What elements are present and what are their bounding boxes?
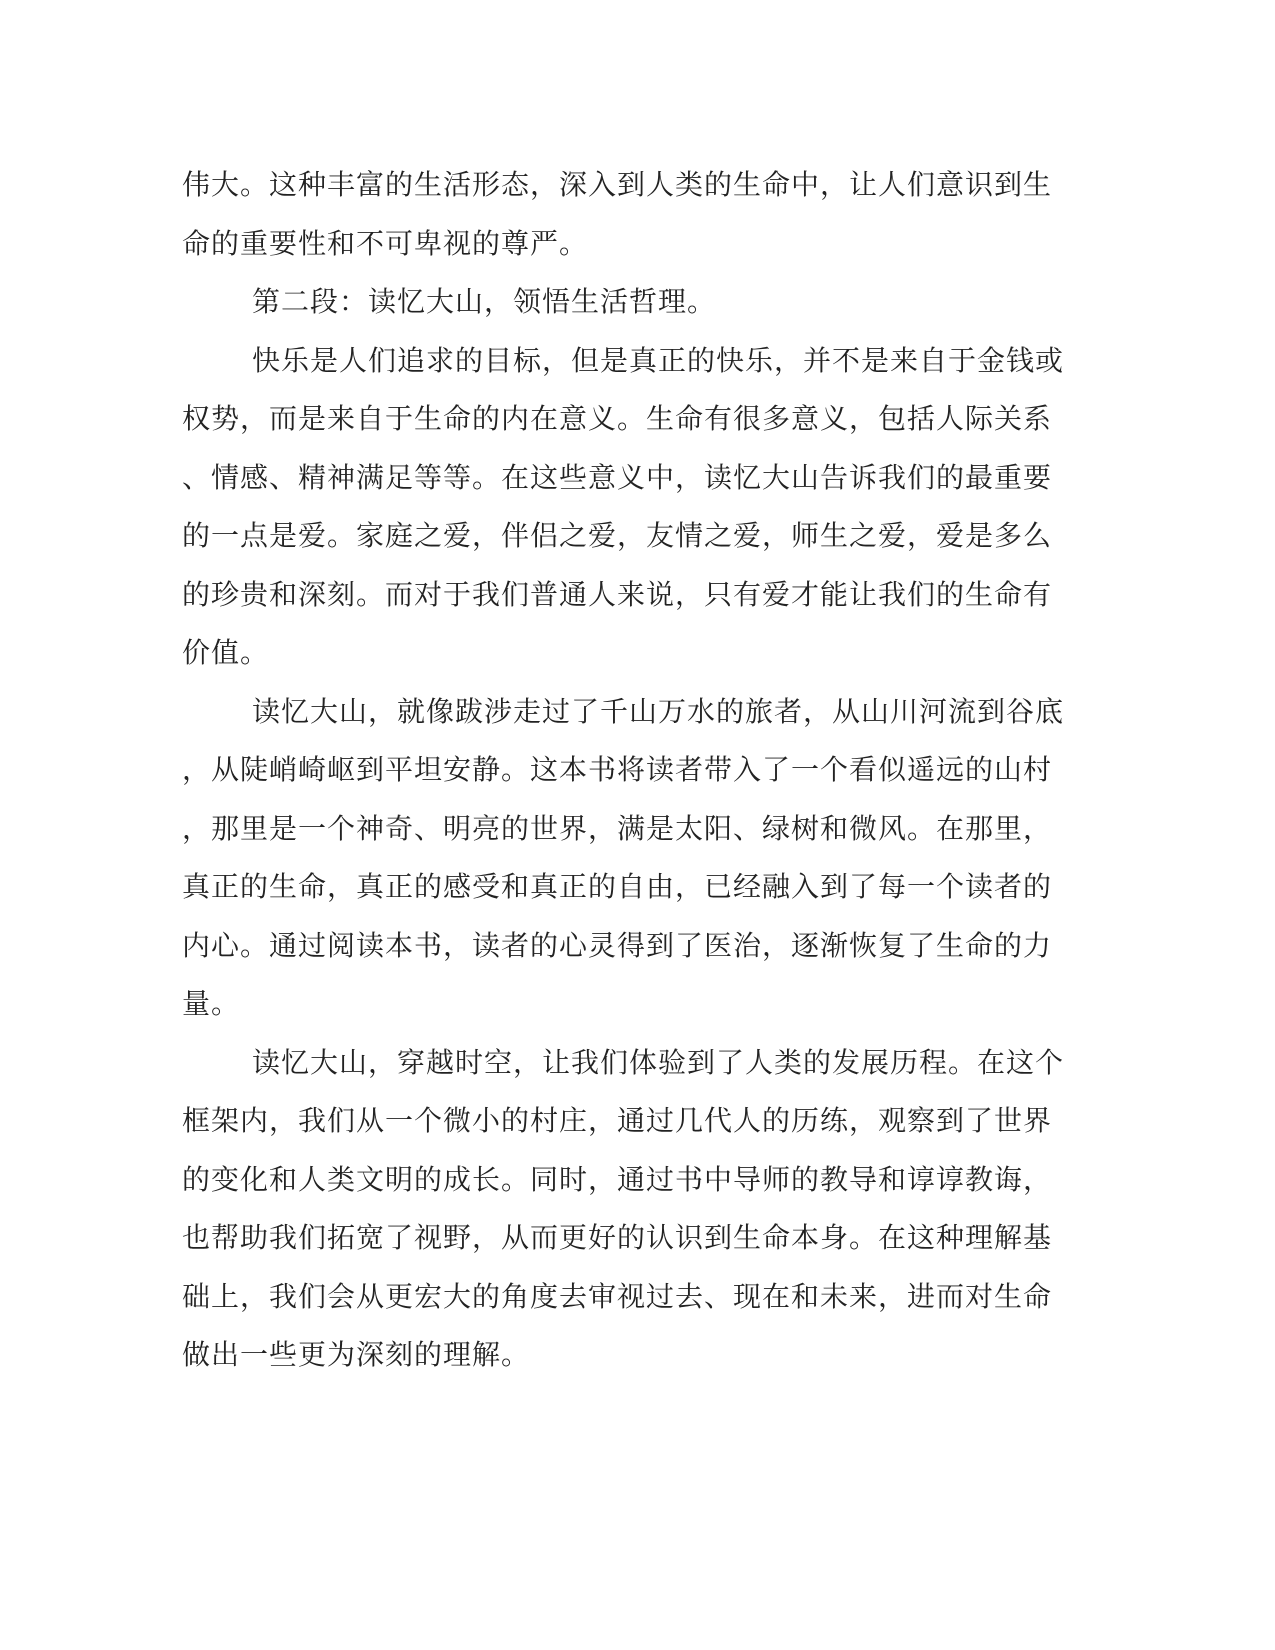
- text-line: ，那里是一个神奇、明亮的世界，满是太阳、绿树和微风。在那里，: [182, 811, 1053, 845]
- text-line: 也帮助我们拓宽了视野，从而更好的认识到生命本身。在这种理解基: [182, 1221, 1053, 1254]
- text-line: 读忆大山，就像跋涉走过了千山万水的旅者，从山川河流到谷底: [252, 694, 1065, 728]
- text-line: 的珍贵和深刻。而对于我们普通人来说，只有爱才能让我们的生命有: [182, 577, 1053, 611]
- text-line: 价值。: [182, 636, 270, 669]
- text-line: 伟大。这种丰富的生活形态，深入到人类的生命中，让人们意识到生: [182, 168, 1053, 201]
- text-line: 快乐是人们追求的目标，但是真正的快乐，并不是来自于金钱或: [252, 343, 1065, 377]
- text-line: 础上，我们会从更宏大的角度去审视过去、现在和未来，进而对生命: [182, 1279, 1053, 1313]
- text-line: 、情感、精神满足等等。在这些意义中，读忆大山告诉我们的最重要: [182, 460, 1053, 494]
- text-line: 命的重要性和不可卑视的尊严。: [182, 226, 589, 260]
- text-line: 权势，而是来自于生命的内在意义。生命有很多意义，包括人际关系: [182, 402, 1053, 435]
- section-heading: 第二段：读忆大山，领悟生活哲理。: [252, 285, 717, 318]
- text-line: 读忆大山，穿越时空，让我们体验到了人类的发展历程。在这个: [252, 1045, 1065, 1079]
- text-line: 量。: [182, 987, 241, 1020]
- text-line: 真正的生命，真正的感受和真正的自由，已经融入到了每一个读者的: [182, 870, 1053, 903]
- text-line: ，从陡峭崎岖到平坦安静。这本书将读者带入了一个看似遥远的山村: [182, 753, 1053, 786]
- text-line: 做出一些更为深刻的理解。: [182, 1338, 531, 1371]
- text-line: 框架内，我们从一个微小的村庄，通过几代人的历练，观察到了世界: [182, 1104, 1053, 1137]
- text-line: 的变化和人类文明的成长。同时，通过书中导师的教导和谆谆教诲，: [182, 1162, 1053, 1196]
- text-line: 的一点是爱。家庭之爱，伴侣之爱，友情之爱，师生之爱，爱是多么: [182, 519, 1053, 552]
- text-line: 内心。通过阅读本书，读者的心灵得到了医治，逐渐恢复了生命的力: [182, 928, 1053, 962]
- body-text: [182, 156, 1065, 1385]
